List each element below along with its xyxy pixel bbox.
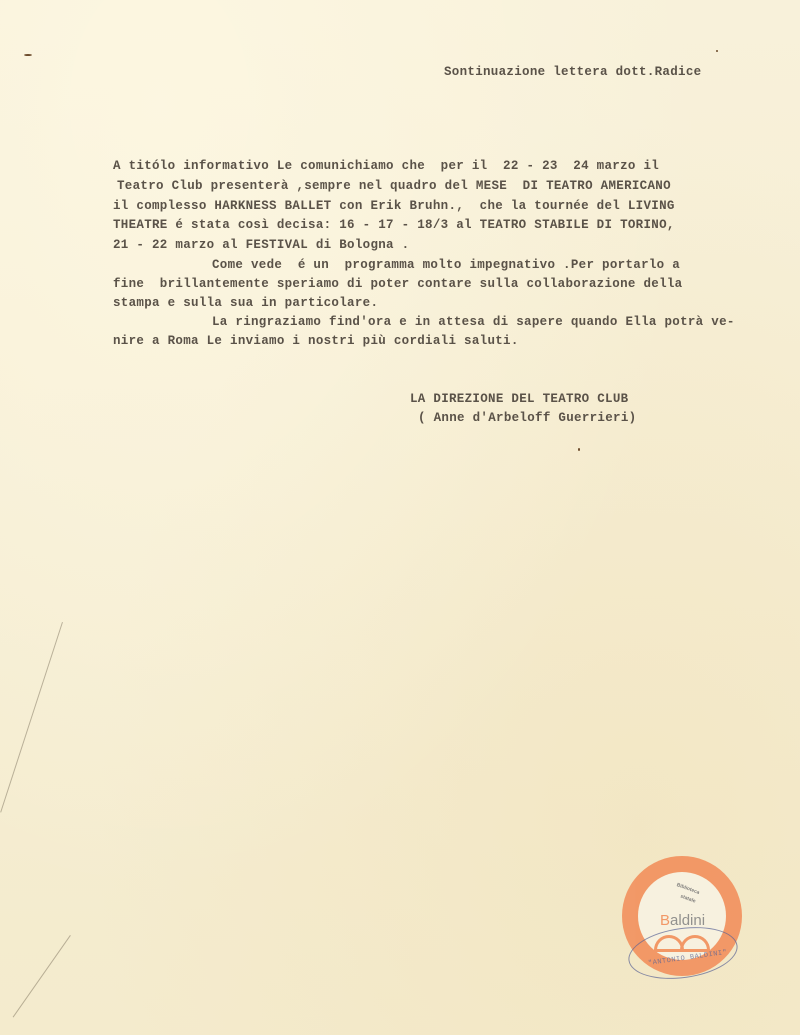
- paper-speck: [716, 50, 718, 52]
- body-line: nire a Roma Le inviamo i nostri più cordiali saluti.: [113, 334, 519, 348]
- body-line: A titólo informativo Le comunichiamo che per il 22 - 23 24 marzo il: [113, 159, 660, 173]
- stamp-brand-initial: B: [660, 912, 671, 929]
- stamp-small-text: statale: [679, 893, 697, 905]
- paper-crease: [13, 935, 71, 1017]
- stamp-brand-rest: aldini: [670, 912, 706, 929]
- body-line: fine brillantemente speriamo di poter contare sulla collaborazione della: [113, 277, 683, 291]
- body-line: 21 - 22 marzo al FESTIVAL di Bologna .: [113, 238, 410, 252]
- letter-header: Sontinuazione lettera dott.Radice: [444, 65, 702, 79]
- paper-speck: [578, 448, 580, 451]
- archive-stamp-text: "ANTONIO BALDINI": [647, 948, 728, 968]
- paper-crease: [0, 622, 63, 813]
- paper-speck: [24, 54, 32, 56]
- stamp-small-text: Biblioteca: [675, 882, 701, 896]
- signature-name: ( Anne d'Arbeloff Guerrieri): [418, 411, 637, 425]
- body-line: La ringraziamo find'ora e in attesa di sapere quando Ella potrà ve-: [212, 315, 735, 329]
- body-line: THEATRE é stata così decisa: 16 - 17 - 18/3 al TEATRO STABILE DI TORINO,: [113, 218, 675, 232]
- body-line: stampa e sulla sua in particolare.: [113, 296, 379, 310]
- body-line: il complesso HARKNESS BALLET con Erik Bruhn., che la tournée del LIVING: [113, 199, 675, 213]
- signature-organization: LA DIREZIONE DEL TEATRO CLUB: [410, 392, 629, 406]
- body-line: Come vede é un programma molto impegnativo .Per portarlo a: [212, 258, 681, 272]
- body-line: Teatro Club presenterà ,sempre nel quadro del MESE DI TEATRO AMERICANO: [117, 179, 671, 193]
